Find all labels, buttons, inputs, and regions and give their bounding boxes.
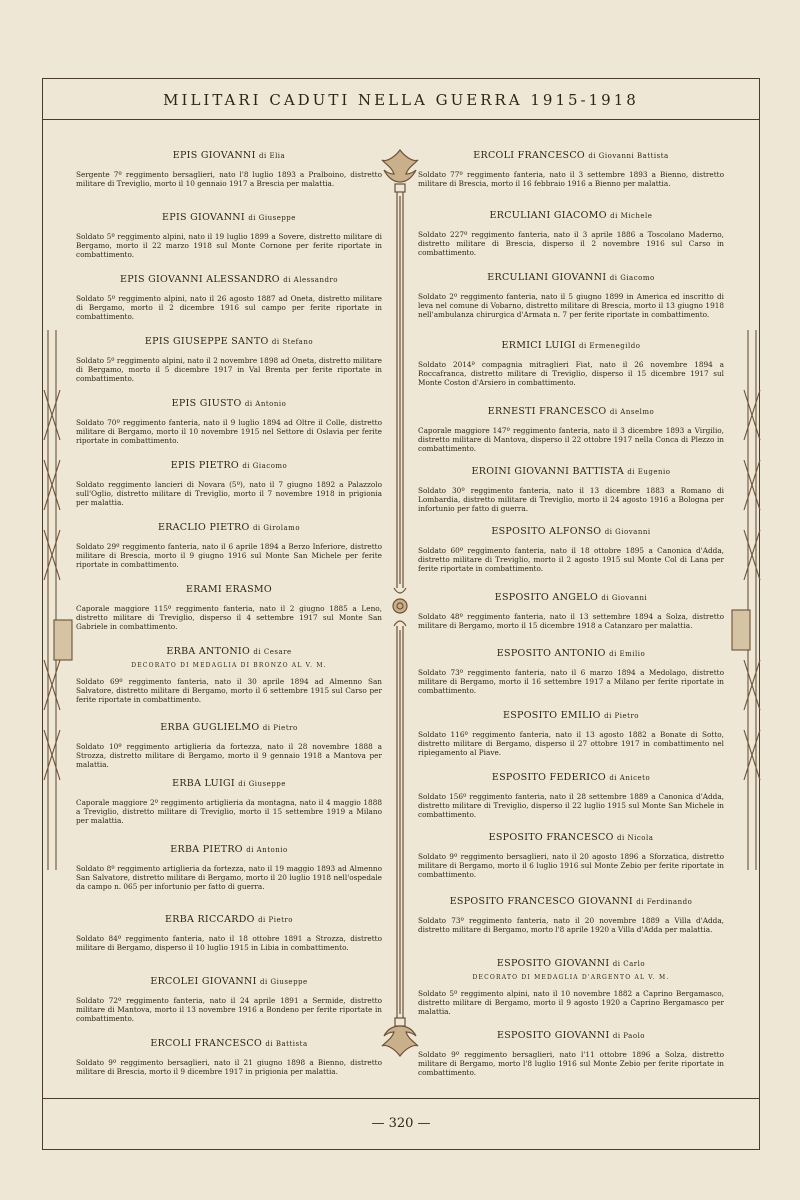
- entry-name: [76, 778, 382, 790]
- entry-name: [418, 592, 724, 604]
- entry-text: Sergente 7º reggimento bersaglieri, nato l'8 luglio 1893 a Pralboino, distretto militare di Treviglio, morto il 10 gennaio 1917 a Brescia per malattia.: [76, 170, 382, 189]
- entry-text: Soldato 156º reggimento fanteria, nato il 28 settembre 1889 a Canonica d'Adda, distretto militare di Treviglio, disperso il 22 luglio 1915 sul Monte San Michele in combattimento.: [418, 792, 724, 820]
- entry-surname: EPIS PIETRO: [170, 460, 239, 471]
- entry-parent: di Giovanni: [604, 528, 651, 536]
- entry-parent: di Stefano: [271, 338, 314, 346]
- entry-text: Caporale maggiore 147º reggimento fanteria, nato il 3 dicembre 1893 a Virgilio, distretto militare di Mantova, disperso il 22 ottobre 1917 nella Conca di Plezzo in combattimento.: [418, 426, 724, 454]
- entry-surname: ESPOSITO FRANCESCO GIOVANNI: [449, 896, 633, 907]
- entry-parent: di Giacomo: [242, 462, 288, 470]
- entry: [418, 592, 724, 630]
- entry-surname: ERBA RICCARDO: [165, 914, 255, 925]
- entry-surname: ERBA GUGLIELMO: [160, 722, 260, 733]
- entry-name: [76, 274, 382, 286]
- entry: [76, 522, 382, 570]
- entry-text: Soldato 5º reggimento alpini, nato il 2 novembre 1898 ad Oneta, distretto militare di Bergamo, morto il 5 dicembre 1917 in Val Brenta per ferite riportate in combattimento.: [76, 356, 382, 384]
- entry: [418, 896, 724, 934]
- entry-name: [418, 1030, 724, 1042]
- entry-surname: ERNESTI FRANCESCO: [487, 406, 607, 417]
- entry-parent: di Aniceto: [609, 774, 651, 782]
- entry-text: Soldato 227º reggimento fanteria, nato il 3 aprile 1886 a Toscolano Maderno, distretto militare di Brescia, disperso il 2 novembre 1916 sul Carso in combattimento.: [418, 230, 724, 258]
- right-fasces-ornament: [730, 330, 770, 870]
- entry-name: [76, 1038, 382, 1050]
- entry-surname: ERCULIANI GIOVANNI: [487, 272, 607, 283]
- entry-parent: di Anselmo: [609, 408, 655, 416]
- entry: [76, 212, 382, 260]
- entry-text: Soldato reggimento lancieri di Novara (5º), nato il 7 giugno 1892 a Palazzolo sull'Oglio, distretto militare di Treviglio, morto il 7 novembre 1918 in prigionia per malattia.: [76, 480, 382, 508]
- entry: [418, 466, 724, 514]
- page-title: MILITARI CADUTI NELLA GUERRA 1915-1918: [43, 79, 759, 120]
- entry-surname: ESPOSITO GIOVANNI: [496, 958, 610, 969]
- entry-decoration: DECORATO DI MEDAGLIA DI BRONZO AL V. M.: [131, 662, 327, 669]
- entry: [418, 210, 724, 258]
- entry-surname: ERCOLI FRANCESCO: [150, 1038, 263, 1049]
- entry-text: Soldato 9º reggimento bersaglieri, nato il 20 agosto 1896 a Sforzatica, distretto militare di Bergamo, morto il 6 luglio 1916 sul Monte Zebio per ferite riportate in combattimento.: [418, 852, 724, 880]
- entry-surname: EPIS GIOVANNI ALESSANDRO: [119, 274, 280, 285]
- entry-text: Soldato 9º reggimento bersaglieri, nato l'11 ottobre 1896 a Solza, distretto militare di Bergamo, morto l'8 luglio 1916 sul Monte Zebio per ferite riportate in combattimento.: [418, 1050, 724, 1078]
- entry-parent: di Emilio: [609, 650, 646, 658]
- entry-parent: di Pietro: [258, 916, 293, 924]
- entry-name: [76, 722, 382, 734]
- entry-parent: di Alessandro: [283, 276, 339, 284]
- entry-text: Soldato 84º reggimento fanteria, nato il 18 ottobre 1891 a Strozza, distretto militare di Bergamo, disperso il 10 luglio 1915 in Libia in combattimento.: [76, 934, 382, 953]
- entry-name: [76, 212, 382, 224]
- entry-parent: di Cesare: [253, 648, 292, 656]
- entry-name: [76, 584, 382, 596]
- entry-surname: ERBA ANTONIO: [166, 646, 251, 657]
- entry-name: [76, 522, 382, 534]
- entry: [76, 460, 382, 508]
- entry-name: [76, 914, 382, 926]
- entry-name: [418, 958, 724, 970]
- entry-text: Soldato 73º reggimento fanteria, nato il 20 novembre 1889 a Villa d'Adda, distretto militare di Bergamo, morto l'8 aprile 1920 a Villa d'Adda per malattia.: [418, 916, 724, 935]
- entry-name: [418, 150, 724, 162]
- entry-parent: di Giovanni Battista: [588, 152, 669, 160]
- entry-parent: di Girolamo: [252, 524, 301, 532]
- entry-name: [76, 150, 382, 162]
- entry-surname: ERCULIANI GIACOMO: [489, 210, 607, 221]
- entry: [418, 958, 724, 1017]
- entry: [418, 272, 724, 320]
- entry-text: Soldato 9º reggimento bersaglieri, nato il 21 giugno 1898 a Bienno, distretto militare di Brescia, morto il 9 dicembre 1917 in prigionia per malattia.: [76, 1058, 382, 1077]
- entry-surname: ERMICI LUIGI: [501, 340, 576, 351]
- entry-name: [418, 526, 724, 538]
- entry: [76, 274, 382, 322]
- entry: [76, 722, 382, 770]
- entry-name: [76, 398, 382, 410]
- entry-surname: ESPOSITO FRANCESCO: [488, 832, 614, 843]
- entry-surname: EPIS GIUSEPPE SANTO: [144, 336, 269, 347]
- entry-text: Soldato 5º reggimento alpini, nato il 10 novembre 1882 a Caprino Bergamasco, distretto militare di Bergamo, morto il 9 agosto 1920 a Caprino Bergamasco per malattia.: [418, 989, 724, 1017]
- entry-parent: di Pietro: [604, 712, 640, 720]
- entry-text: Soldato 8º reggimento artiglieria da fortezza, nato il 19 maggio 1893 ad Almenno San Salvatore, distretto militare di Bergamo, morto il 20 luglio 1918 nell'ospedale da campo n. 065 per infortunio per fatto di guerra.: [76, 864, 382, 892]
- entry-parent: di Antonio: [244, 400, 287, 408]
- entry: [418, 406, 724, 454]
- entry: [418, 772, 724, 820]
- entry-parent: di Nicola: [617, 834, 654, 842]
- entry-surname: ESPOSITO EMILIO: [502, 710, 601, 721]
- entry: [76, 1038, 382, 1076]
- entry-surname: EPIS GIOVANNI: [172, 150, 256, 161]
- entry-name: [418, 466, 724, 478]
- entry-text: Soldato 2014ª compagnia mitraglieri Fiat, nato il 26 novembre 1894 a Roccafranca, distretto militare di Treviglio, disperso il 15 dicembre 1917 sul Monte Coston d'Arsiero in combattimento.: [418, 360, 724, 388]
- entry-parent: di Giacomo: [609, 274, 655, 282]
- entry-parent: di Elia: [259, 152, 286, 160]
- entry-name: [418, 710, 724, 722]
- entry-text: Soldato 10º reggimento artiglieria da fortezza, nato il 28 novembre 1888 a Strozza, distretto militare di Bergamo, morto il 9 gennaio 1918 a Mantova per malattia.: [76, 742, 382, 770]
- entry: [418, 710, 724, 758]
- entry: [76, 584, 382, 632]
- center-torch-ornament: [378, 148, 422, 1058]
- entry-name: [418, 772, 724, 784]
- entry-surname: ERAMI ERASMO: [185, 584, 273, 595]
- entry: [76, 844, 382, 892]
- entry-parent: di Giuseppe: [260, 978, 308, 986]
- entry-parent: di Giuseppe: [248, 214, 296, 222]
- entry: [76, 914, 382, 952]
- entry-text: Soldato 73º reggimento fanteria, nato il 6 marzo 1894 a Medolago, distretto militare di Bergamo, morto il 16 settembre 1917 a Milano per ferite riportate in combattimento.: [418, 668, 724, 696]
- entry-parent: di Antonio: [246, 846, 288, 854]
- entry: [418, 832, 724, 880]
- entry-text: Soldato 5º reggimento alpini, nato il 26 agosto 1887 ad Oneta, distretto militare di Bergamo, morto il 2 dicembre 1916 sul campo per ferite riportate in combattimento.: [76, 294, 382, 322]
- entry-parent: di Michele: [610, 212, 653, 220]
- entry-name: [418, 896, 724, 908]
- entry: [76, 778, 382, 826]
- entry-surname: ERCOLI FRANCESCO: [473, 150, 586, 161]
- entry-text: Soldato 48º reggimento fanteria, nato il 13 settembre 1894 a Solza, distretto militare di Bergamo, morto il 15 dicembre 1918 a Catanzaro per malattia.: [418, 612, 724, 631]
- entry-text: Soldato 30º reggimento fanteria, nato il 13 dicembre 1883 a Romano di Lombardia, distretto militare di Treviglio, morto il 24 agosto 1916 a Bologna per infortunio per fatto di guerra.: [418, 486, 724, 514]
- entry-text: Caporale maggiore 115º reggimento fanteria, nato il 2 giugno 1885 a Leno, distretto militare di Treviglio, disperso il 4 settembre 1917 sul Monte San Gabriele in combattimento.: [76, 604, 382, 632]
- entry-name: [418, 272, 724, 284]
- entry-name: [76, 646, 382, 658]
- entry-name: [76, 460, 382, 472]
- entry-text: Soldato 77º reggimento fanteria, nato il 3 settembre 1893 a Bienno, distretto militare di Brescia, morto il 16 febbraio 1916 a Bienno per malattia.: [418, 170, 724, 189]
- entry-text: Soldato 116º reggimento fanteria, nato il 13 agosto 1882 a Bonate di Sotto, distretto militare di Bergamo, disperso il 27 ottobre 1917 in combattimento nel ripiegamento al Piave.: [418, 730, 724, 758]
- entry-surname: EROINI GIOVANNI BATTISTA: [471, 466, 624, 477]
- entry-surname: ERACLIO PIETRO: [157, 522, 250, 533]
- entry-surname: ESPOSITO ANTONIO: [496, 648, 606, 659]
- entry-parent: di Ferdinando: [636, 898, 693, 906]
- entry-text: Soldato 69º reggimento fanteria, nato il 30 aprile 1894 ad Almenno San Salvatore, distretto militare di Bergamo, morto il 6 settembre 1915 sul Carso per ferite riportate in combattimento.: [76, 677, 382, 705]
- entry-surname: ERBA PIETRO: [170, 844, 243, 855]
- entry-name: [76, 844, 382, 856]
- entry-text: Soldato 60º reggimento fanteria, nato il 18 ottobre 1895 a Canonica d'Adda, distretto militare di Treviglio, morto il 2 agosto 1915 sul Monte Col di Lana per ferite riportate in combattimento.: [418, 546, 724, 574]
- entry-surname: ESPOSITO GIOVANNI: [496, 1030, 610, 1041]
- entry-surname: ESPOSITO FEDERICO: [491, 772, 606, 783]
- entry-name: [418, 340, 724, 352]
- entry-surname: EPIS GIOVANNI: [162, 212, 245, 223]
- entry-name: [418, 406, 724, 418]
- entry-surname: ESPOSITO ALFONSO: [491, 526, 602, 537]
- entry-text: Soldato 70º reggimento fanteria, nato il 9 luglio 1894 ad Oltre il Colle, distretto militare di Bergamo, morto il 10 novembre 1915 nel Settore di Oslavia per ferite riportate in combattimento.: [76, 418, 382, 446]
- entry: [76, 336, 382, 384]
- entry: [418, 648, 724, 696]
- entry-parent: di Carlo: [612, 960, 646, 968]
- entry: [418, 1030, 724, 1078]
- entry-name: [418, 832, 724, 844]
- entry-name: [418, 210, 724, 222]
- entry: [76, 398, 382, 446]
- entry: [76, 646, 382, 705]
- entry: [418, 526, 724, 574]
- entry-parent: di Battista: [265, 1040, 308, 1048]
- entry-name: [76, 976, 382, 988]
- entry: [418, 340, 724, 388]
- entry-name: [76, 336, 382, 348]
- entry-parent: di Giuseppe: [238, 780, 286, 788]
- entry-text: Soldato 72º reggimento fanteria, nato il 24 aprile 1891 a Sermide, distretto militare di Mantova, morto il 13 novembre 1916 a Bondeno per ferite riportate in combattimento.: [76, 996, 382, 1024]
- page-number: — 320 —: [43, 1098, 759, 1149]
- entry-surname: ERCOLEI GIOVANNI: [150, 976, 257, 987]
- entry-parent: di Giovanni: [601, 594, 648, 602]
- entry-name: [418, 648, 724, 660]
- entry-decoration: DECORATO DI MEDAGLIA D'ARGENTO AL V. M.: [472, 974, 670, 981]
- entry-text: Soldato 29º reggimento fanteria, nato il 6 aprile 1894 a Berzo Inferiore, distretto militare di Brescia, morto il 9 giugno 1916 sul Monte San Michele per ferite riportate in combattimento.: [76, 542, 382, 570]
- entry: [76, 976, 382, 1024]
- entry-parent: di Eugenio: [627, 468, 671, 476]
- entry-text: Caporale maggiore 2º reggimento artiglieria da montagna, nato il 4 maggio 1888 a Treviglio, distretto militare di Treviglio, morto il 15 settembre 1919 a Milano per malattia.: [76, 798, 382, 826]
- entry: [76, 150, 382, 188]
- entry-surname: ERBA LUIGI: [172, 778, 235, 789]
- entry-parent: di Paolo: [612, 1032, 646, 1040]
- entry-text: Soldato 5º reggimento alpini, nato il 19 luglio 1899 a Sovere, distretto militare di Bergamo, morto il 22 marzo 1918 sul Monte Cornone per ferite riportate in combattimento.: [76, 232, 382, 260]
- entry-surname: ESPOSITO ANGELO: [494, 592, 599, 603]
- entry: [418, 150, 724, 188]
- entry-parent: di Pietro: [262, 724, 298, 732]
- entry-text: Soldato 2º reggimento fanteria, nato il 5 giugno 1899 in America ed inscritto di leva nel comune di Vobarno, distretto militare di Brescia, morto il 13 giugno 1918 nell'ambulanza chirurgica d'Armata n. 7 per ferite riportate in combattimento.: [418, 292, 724, 320]
- entry-parent: di Ermenegildo: [578, 342, 641, 350]
- entry-surname: EPIS GIUSTO: [171, 398, 242, 409]
- left-fasces-ornament: [34, 330, 74, 870]
